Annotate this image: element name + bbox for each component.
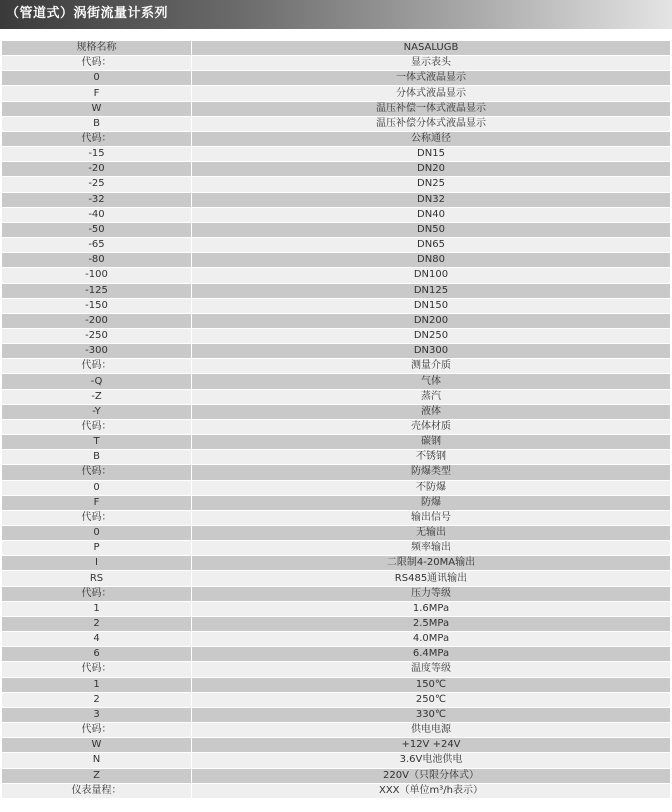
code-cell: N — [2, 753, 192, 768]
code-cell: 代码： — [2, 465, 192, 480]
description-cell: 防爆类型 — [192, 465, 671, 480]
description-cell: DN40 — [192, 207, 671, 222]
description-cell: 一体式液晶显示 — [192, 71, 671, 86]
description-cell: 分体式液晶显示 — [192, 86, 671, 101]
code-cell: -Y — [2, 404, 192, 419]
table-row — [2, 495, 670, 510]
code-cell: -32 — [2, 192, 192, 207]
description-cell: 液体 — [192, 404, 671, 419]
code-cell: W — [2, 738, 192, 753]
description-cell: 250℃ — [192, 692, 671, 707]
description-cell: DN150 — [192, 298, 671, 313]
table-row — [2, 601, 670, 616]
code-cell: 1 — [2, 677, 192, 692]
table-row — [2, 677, 670, 692]
table-row — [2, 404, 670, 419]
code-cell: 代码： — [2, 359, 192, 374]
code-cell: 代码： — [2, 510, 192, 525]
table-row — [2, 207, 670, 222]
table-row — [2, 723, 670, 738]
table-row — [2, 510, 670, 525]
table-row — [2, 162, 670, 177]
code-cell: 2 — [2, 616, 192, 631]
table-row — [2, 253, 670, 268]
code-cell: -40 — [2, 207, 192, 222]
table-row — [2, 86, 670, 101]
description-cell: 150℃ — [192, 677, 671, 692]
description-cell: XXX（单位m³/h表示） — [192, 783, 671, 798]
table-row — [2, 692, 670, 707]
code-cell: -20 — [2, 162, 192, 177]
code-cell: -80 — [2, 253, 192, 268]
code-cell: -100 — [2, 268, 192, 283]
code-cell: -65 — [2, 238, 192, 253]
description-cell: 显示表头 — [192, 56, 671, 71]
code-cell: B — [2, 116, 192, 131]
code-cell: -15 — [2, 147, 192, 162]
description-cell: 二限制4-20MA输出 — [192, 556, 671, 571]
table-row — [2, 41, 670, 56]
code-cell: 仪表量程： — [2, 783, 192, 798]
description-cell: DN200 — [192, 313, 671, 328]
table-row — [2, 450, 670, 465]
description-cell: DN15 — [192, 147, 671, 162]
table-row — [2, 313, 670, 328]
description-cell: 输出信号 — [192, 510, 671, 525]
code-cell: 2 — [2, 692, 192, 707]
code-cell: 0 — [2, 480, 192, 495]
code-cell: F — [2, 86, 192, 101]
table-row — [2, 192, 670, 207]
code-cell: RS — [2, 571, 192, 586]
description-cell: DN80 — [192, 253, 671, 268]
description-cell: +12V +24V — [192, 738, 671, 753]
table-row — [2, 283, 670, 298]
description-cell: DN25 — [192, 177, 671, 192]
table-row — [2, 707, 670, 722]
description-cell: 4.0MPa — [192, 632, 671, 647]
description-cell: 无输出 — [192, 526, 671, 541]
spec-table — [2, 41, 670, 799]
code-cell: I — [2, 556, 192, 571]
table-row — [2, 389, 670, 404]
table-row — [2, 116, 670, 131]
description-cell: 供电电源 — [192, 723, 671, 738]
table-row — [2, 298, 670, 313]
code-cell: 1 — [2, 601, 192, 616]
table-row — [2, 616, 670, 631]
table-row — [2, 359, 670, 374]
table-row — [2, 374, 670, 389]
description-cell: 330℃ — [192, 707, 671, 722]
table-row — [2, 586, 670, 601]
table-row — [2, 768, 670, 783]
code-cell: -150 — [2, 298, 192, 313]
table-row — [2, 101, 670, 116]
description-cell: DN65 — [192, 238, 671, 253]
table-row — [2, 131, 670, 146]
description-cell: 蒸汽 — [192, 389, 671, 404]
code-cell: 6 — [2, 647, 192, 662]
table-row — [2, 147, 670, 162]
table-row — [2, 435, 670, 450]
table-row — [2, 344, 670, 359]
description-cell: 220V（只限分体式） — [192, 768, 671, 783]
table-row — [2, 268, 670, 283]
table-row — [2, 238, 670, 253]
code-cell: -200 — [2, 313, 192, 328]
description-cell: 温度等级 — [192, 662, 671, 677]
code-cell: 代码： — [2, 131, 192, 146]
code-cell: -125 — [2, 283, 192, 298]
description-cell: 温压补偿一体式液晶显示 — [192, 101, 671, 116]
description-cell: 气体 — [192, 374, 671, 389]
code-cell: 代码： — [2, 723, 192, 738]
table-row — [2, 541, 670, 556]
code-cell: -Q — [2, 374, 192, 389]
code-cell: Z — [2, 768, 192, 783]
page-title: （管道式）涡街流量计系列 — [6, 6, 169, 21]
code-cell: W — [2, 101, 192, 116]
code-cell: 0 — [2, 526, 192, 541]
description-cell: 不防爆 — [192, 480, 671, 495]
table-row — [2, 328, 670, 343]
code-cell: 3 — [2, 707, 192, 722]
code-cell: 规格名称 — [2, 41, 192, 56]
code-cell: 代码： — [2, 586, 192, 601]
description-cell: 6.4MPa — [192, 647, 671, 662]
table-row — [2, 632, 670, 647]
description-cell: 防爆 — [192, 495, 671, 510]
table-row — [2, 571, 670, 586]
table-row — [2, 71, 670, 86]
table-row — [2, 526, 670, 541]
table-row — [2, 480, 670, 495]
description-cell: 测量介质 — [192, 359, 671, 374]
description-cell: 公称通径 — [192, 131, 671, 146]
table-row — [2, 419, 670, 434]
description-cell: DN250 — [192, 328, 671, 343]
description-cell: DN32 — [192, 192, 671, 207]
code-cell: 0 — [2, 71, 192, 86]
description-cell: 压力等级 — [192, 586, 671, 601]
description-cell: 壳体材质 — [192, 419, 671, 434]
code-cell: T — [2, 435, 192, 450]
code-cell: -Z — [2, 389, 192, 404]
title-banner — [0, 0, 672, 29]
table-row — [2, 647, 670, 662]
table-row — [2, 222, 670, 237]
description-cell: NASALUGB — [192, 41, 671, 56]
table-row — [2, 556, 670, 571]
table-row — [2, 465, 670, 480]
code-cell: 代码： — [2, 56, 192, 71]
table-row — [2, 177, 670, 192]
table-row — [2, 753, 670, 768]
table-row — [2, 56, 670, 71]
description-cell: 碳钢 — [192, 435, 671, 450]
spec-table-body — [2, 41, 670, 798]
description-cell: 温压补偿分体式液晶显示 — [192, 116, 671, 131]
code-cell: B — [2, 450, 192, 465]
code-cell: -250 — [2, 328, 192, 343]
description-cell: DN20 — [192, 162, 671, 177]
description-cell: RS485通讯输出 — [192, 571, 671, 586]
description-cell: 频率输出 — [192, 541, 671, 556]
description-cell: 2.5MPa — [192, 616, 671, 631]
table-row — [2, 738, 670, 753]
description-cell: DN100 — [192, 268, 671, 283]
table-row — [2, 662, 670, 677]
description-cell: DN50 — [192, 222, 671, 237]
description-cell: DN125 — [192, 283, 671, 298]
code-cell: 代码： — [2, 419, 192, 434]
code-cell: F — [2, 495, 192, 510]
description-cell: DN300 — [192, 344, 671, 359]
code-cell: 4 — [2, 632, 192, 647]
code-cell: -25 — [2, 177, 192, 192]
code-cell: 代码： — [2, 662, 192, 677]
description-cell: 不锈钢 — [192, 450, 671, 465]
code-cell: P — [2, 541, 192, 556]
code-cell: -300 — [2, 344, 192, 359]
code-cell: -50 — [2, 222, 192, 237]
description-cell: 1.6MPa — [192, 601, 671, 616]
table-row — [2, 783, 670, 798]
description-cell: 3.6V电池供电 — [192, 753, 671, 768]
